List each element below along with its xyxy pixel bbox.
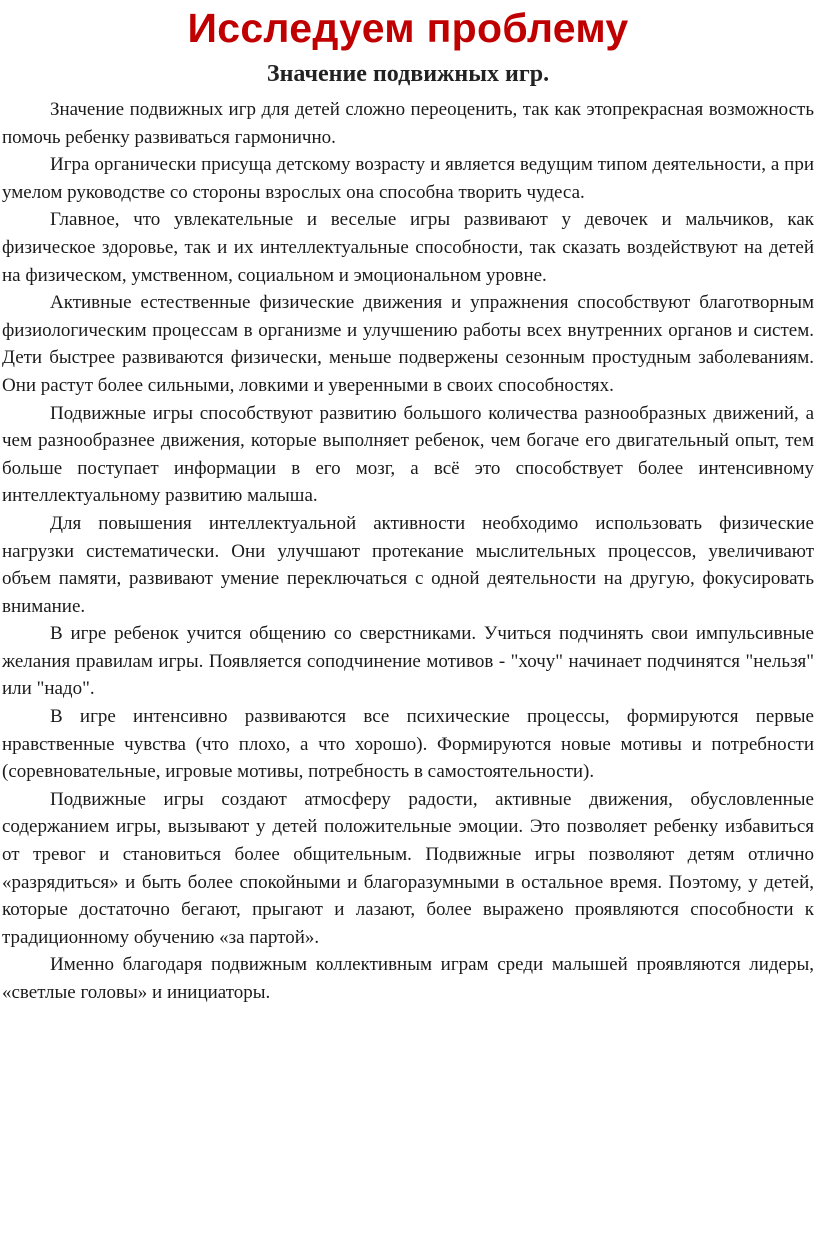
section-subtitle: Значение подвижных игр.	[266, 61, 550, 87]
paragraph: Подвижные игры способствуют развитию большого количества разнообразных движений, а чем разнообразнее движения, которые выполняет ребенок, чем богаче его двигательный опыт, тем больше поступает информации в его мозг, а всё это способствует более интенсивному интеллектуальному развитию малыша.	[2, 402, 814, 507]
paragraph: Главное, что увлекательные и веселые игры развивают у девочек и мальчиков, как физическое здоровье, так и их интеллектуальные способности, так сказать воздействуют на детей на физическом, умственном, социальном и эмоциональном уровне.	[2, 209, 814, 286]
paragraph: Значение подвижных игр для детей сложно переоценить, так как этопрекрасная возможность помочь ребенку развиваться гармонично.	[2, 99, 814, 148]
article-body	[2, 96, 814, 1007]
paragraph: В игре ребенок учится общению со сверстниками. Учиться подчинять свои импульсивные желания правилам игры. Появляется соподчинение мотивов - "хочу" начинает подчинятся "нельзя" или "надо".	[2, 623, 814, 700]
paragraph: Для повышения интеллектуальной активности необходимо использовать физические нагрузки систематически. Они улучшают протекание мыслительных процессов, увеличивают объем памяти, развивают умение переключаться с одной деятельности на другую, фокусировать внимание.	[2, 512, 814, 617]
paragraph: Игра органически присуща детскому возрасту и является ведущим типом деятельности, а при умелом руководстве со стороны взрослых она способна творить чудеса.	[2, 154, 814, 203]
paragraph: Активные естественные физические движения и упражнения способствуют благотворным физиологическим процессам в организме и улучшению работы всех внутренних органов и систем. Дети быстрее развиваются физически, меньше подвержены сезонным простудным заболеваниям. Они растут более сильными, ловкими и уверенными в своих способностях.	[2, 292, 814, 396]
paragraph: Подвижные игры создают атмосферу радости, активные движения, обусловленные содержанием игры, вызывают у детей положительные эмоции. Это позволяет ребенку избавиться от тревог и становиться более общительным. Подвижные игры позволяют детям отлично «разрядиться» и быть более спокойными и благоразумными в остальное время. Поэтому, у детей, которые достаточно бегают, прыгают и лазают, более выражено проявляются способности к традиционному обучению «за партой».	[2, 788, 814, 948]
paragraph: В игре интенсивно развиваются все психические процессы, формируются первые нравственные чувства (что плохо, а что хорошо). Формируются новые мотивы и потребности (соревновательные, игровые мотивы, потребность в самостоятельности).	[2, 706, 814, 783]
paragraph: Именно благодаря подвижным коллективным играм среди малышей проявляются лидеры, «светлые головы» и инициаторы.	[2, 954, 814, 1003]
page-title: Исследуем проблему	[187, 5, 629, 51]
